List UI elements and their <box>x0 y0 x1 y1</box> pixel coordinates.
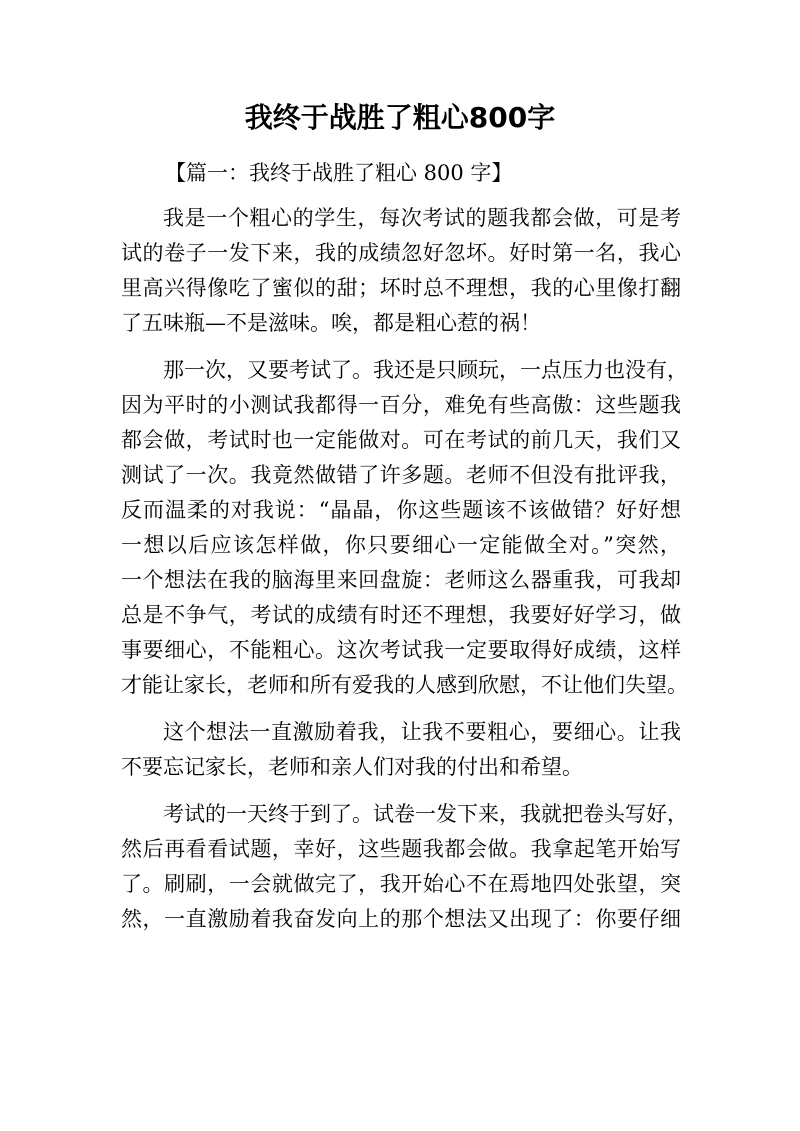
text-line: 测试了一次。我竟然做错了许多题。老师不但没有批评我， <box>121 463 681 487</box>
document-title: 我终于战胜了粗心800字 <box>244 101 556 134</box>
text-line: 考试的一天终于到了。试卷一发下来，我就把卷头写好， <box>163 802 688 826</box>
text-line: 那一次，又要考试了。我还是只顾玩，一点压力也没有， <box>163 358 688 382</box>
text-line: 我是一个粗心的学生，每次考试的题我都会做，可是考 <box>163 206 681 230</box>
text-line: 试的卷子一发下来，我的成绩忽好忽坏。好时第一名，我心 <box>121 241 681 265</box>
paragraph-2 <box>121 353 688 703</box>
text-line: 里高兴得像吃了蜜似的甜；坏时总不理想，我的心里像打翻 <box>121 276 681 300</box>
text-line: 因为平时的小测试我都得一百分，难免有些高傲：这些题我 <box>121 393 681 417</box>
text-line: 一个想法在我的脑海里来回盘旋：老师这么器重我，可我却 <box>121 568 681 592</box>
document-body <box>121 201 688 949</box>
text-line: 总是不争气，考试的成绩有时还不理想，我要好好学习，做 <box>121 603 681 627</box>
text-line: 事要细心，不能粗心。这次考试我一定要取得好成绩，这样 <box>121 638 681 662</box>
text-line: 才能让家长，老师和所有爱我的人感到欣慰，不让他们失望。 <box>121 673 688 697</box>
paragraph-1 <box>121 201 681 341</box>
text-line: 一想以后应该怎样做，你只要细心一定能做全对。”突然， <box>121 533 681 557</box>
text-line: 然，一直激励着我奋发向上的那个想法又出现了：你要仔细 <box>121 907 681 931</box>
document-subtitle: 【篇一：我终于战胜了粗心 800 字】 <box>165 161 513 185</box>
text-line: 都会做，考试时也一定能做对。可在考试的前几天，我们又 <box>121 428 681 452</box>
text-line: 不要忘记家长，老师和亲人们对我的付出和希望。 <box>121 755 583 779</box>
text-line: 这个想法一直激励着我，让我不要粗心，要细心。让我 <box>163 720 681 744</box>
text-line: 了五味瓶—不是滋味。唉，都是粗心惹的祸！ <box>121 311 541 335</box>
text-line: 了。刷刷，一会就做完了，我开始心不在焉地四处张望，突 <box>121 872 681 896</box>
paragraph-4 <box>121 797 688 937</box>
text-line: 反而温柔的对我说：“晶晶，你这些题该不该做错？好好想 <box>121 498 681 522</box>
text-line: 然后再看看试题，幸好，这些题我都会做。我拿起笔开始写 <box>121 837 681 861</box>
paragraph-3 <box>121 715 681 785</box>
